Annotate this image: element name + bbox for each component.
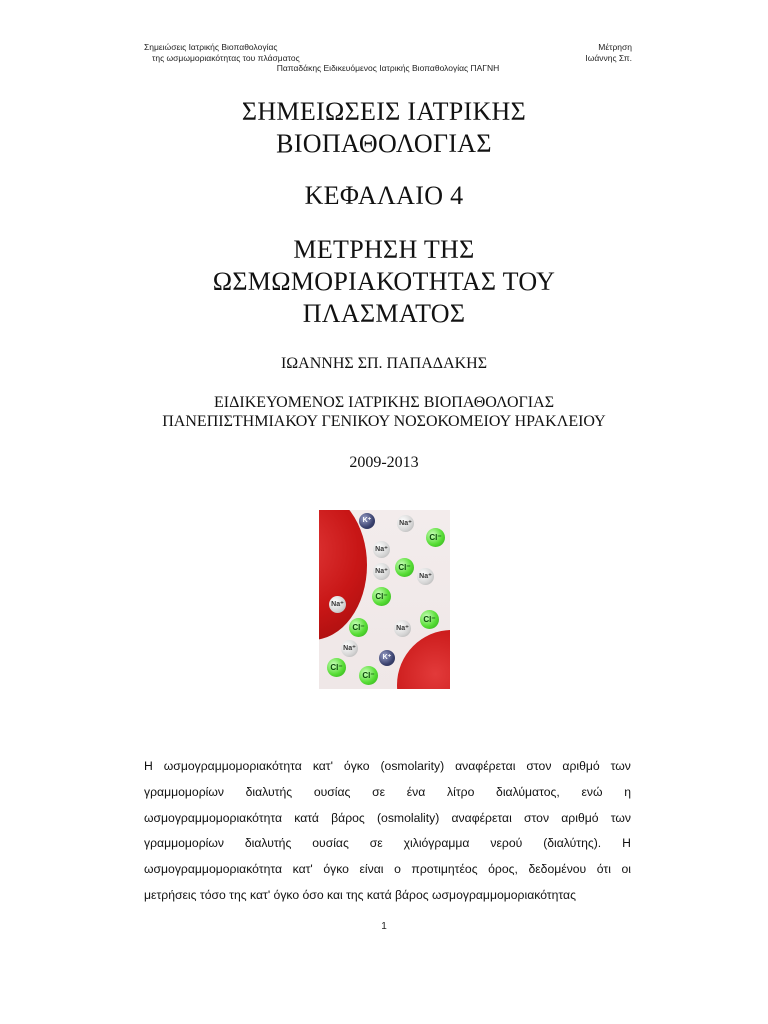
chloride-ion: Cl⁻ <box>359 666 378 685</box>
body-word: όρος, <box>488 862 518 877</box>
body-word: ωσμογραμμομοριακότητα <box>144 810 283 825</box>
body-word: νερού <box>490 836 523 851</box>
body-word: χιλιόγραμμα <box>403 836 470 851</box>
body-word: αναφέρεται <box>451 810 512 825</box>
body-line: μετρήσεις τόσο της κατ' όγκο όσο και της κατά βάρος ωσμογραμμομοριακότητας <box>144 887 576 902</box>
header-right-line2: Ιωάννης Σπ. <box>585 52 632 63</box>
topic-heading <box>0 234 768 330</box>
body-word: ωσμογραμμομοριακότητα <box>163 759 302 773</box>
body-word: όγκο <box>343 759 370 773</box>
affiliation-line1: ΕΙΔΙΚΕΥΟΜΕΝΟΣ ΙΑΤΡΙΚΗΣ ΒΙΟΠΑΘΟΛΟΓΙΑΣ <box>214 394 554 411</box>
body-line <box>144 754 631 780</box>
body-word: (osmolarity) <box>380 759 445 773</box>
body-word: αριθμό <box>562 759 600 773</box>
chloride-ion: Cl⁻ <box>327 658 346 677</box>
body-word: κατ' <box>292 862 313 877</box>
body-word: αριθμό <box>561 810 599 825</box>
body-line <box>144 857 631 883</box>
years: 2009-2013 <box>349 454 419 471</box>
chloride-ion: Cl⁻ <box>426 528 445 547</box>
body-word: σε <box>372 784 386 799</box>
body-word: των <box>610 810 631 825</box>
body-word: όγκο <box>323 862 349 877</box>
body-word: ωσμογραμμομοριακότητα <box>144 862 283 877</box>
title-line2: ΒΙΟΠΑΘΟΛΟΓΙΑΣ <box>276 129 492 158</box>
page-header <box>144 42 632 74</box>
body-line <box>144 780 631 806</box>
chloride-ion: Cl⁻ <box>420 610 439 629</box>
chloride-ion: Cl⁻ <box>349 618 368 637</box>
header-left-line2: της ωσμωμοριακότητας του πλάσματος <box>152 52 300 63</box>
body-word: λίτρο <box>447 784 475 799</box>
affiliation-line2: ΠΑΝΕΠΙΣΤΗΜΙΑΚΟΥ ΓΕΝΙΚΟΥ ΝΟΣΟΚΟΜΕΙΟΥ ΗΡΑΚΛΕΙΟΥ <box>162 413 606 430</box>
body-word: βάρος <box>331 810 365 825</box>
body-word: οι <box>621 862 631 877</box>
body-word: αναφέρεται <box>455 759 516 773</box>
body-word: διαλύματος, <box>496 784 560 799</box>
body-word: σε <box>369 836 383 851</box>
header-center-line3: Παπαδάκης Ειδικευόμενος Ιατρικής Βιοπαθολογίας ΠΑΓΝΗ <box>276 63 500 73</box>
sodium-ion: Na⁺ <box>417 568 434 585</box>
page-number: 1 <box>381 921 387 932</box>
body-word: ο <box>394 862 401 877</box>
topic-line2: ΩΣΜΩΜΟΡΙΑΚΟΤΗΤΑΣ ΤΟΥ <box>212 267 556 296</box>
body-line <box>144 831 631 857</box>
body-word: στον <box>524 810 550 825</box>
topic-line3: ΠΛΑΣΜΑΤΟΣ <box>302 299 466 328</box>
body-word: διαλυτής <box>244 836 292 851</box>
body-word: η <box>624 784 631 799</box>
author-name: ΙΩΑΝΝΗΣ ΣΠ. ΠΑΠΑΔΑΚΗΣ <box>280 355 488 372</box>
body-line <box>144 806 631 832</box>
body-word: κατ' <box>312 759 333 773</box>
sodium-ion: Na⁺ <box>341 640 358 657</box>
body-word: γραμμομορίων <box>144 784 224 799</box>
title-block <box>0 96 768 472</box>
body-word: κατά <box>294 810 319 825</box>
body-word: διαλυτής <box>245 784 293 799</box>
body-word: των <box>610 759 631 773</box>
body-word: ενώ <box>581 784 603 799</box>
body-word: στον <box>526 759 552 773</box>
body-word: (osmolality) <box>377 810 440 825</box>
potassium-ion: K⁺ <box>379 650 395 666</box>
body-word: Η <box>622 836 631 851</box>
body-word: προτιμητέος <box>411 862 478 877</box>
document-title <box>0 96 768 160</box>
sodium-ion: Na⁺ <box>397 515 414 532</box>
title-line1: ΣΗΜΕΙΩΣΕΙΣ ΙΑΤΡΙΚΗΣ <box>241 97 527 126</box>
body-word: ότι <box>596 862 611 877</box>
sodium-ion: Na⁺ <box>329 596 346 613</box>
header-left-line1: Σημειώσεις Ιατρικής Βιοπαθολογίας <box>144 42 278 52</box>
body-word: γραμμομορίων <box>144 836 224 851</box>
potassium-ion: K⁺ <box>359 513 375 529</box>
body-word: (διαλύτης). <box>543 836 602 851</box>
chloride-ion: Cl⁻ <box>372 587 391 606</box>
chapter-heading: ΚΕΦΑΛΑΙΟ 4 <box>304 181 464 210</box>
topic-line1: ΜΕΤΡΗΣΗ ΤΗΣ <box>293 235 475 264</box>
body-paragraph <box>144 754 631 909</box>
chloride-ion: Cl⁻ <box>395 558 414 577</box>
sodium-ion: Na⁺ <box>373 563 390 580</box>
ions-illustration <box>319 510 450 689</box>
body-word: δεδομένου <box>528 862 587 877</box>
sodium-ion: Na⁺ <box>373 541 390 558</box>
body-word: ουσίας <box>313 784 351 799</box>
header-right-line1: Μέτρηση <box>598 42 632 52</box>
body-word: ένα <box>406 784 426 799</box>
author-affiliation <box>0 393 768 431</box>
sodium-ion: Na⁺ <box>394 620 411 637</box>
body-word: είναι <box>359 862 384 877</box>
body-word: Η <box>144 759 153 773</box>
body-word: ουσίας <box>312 836 349 851</box>
